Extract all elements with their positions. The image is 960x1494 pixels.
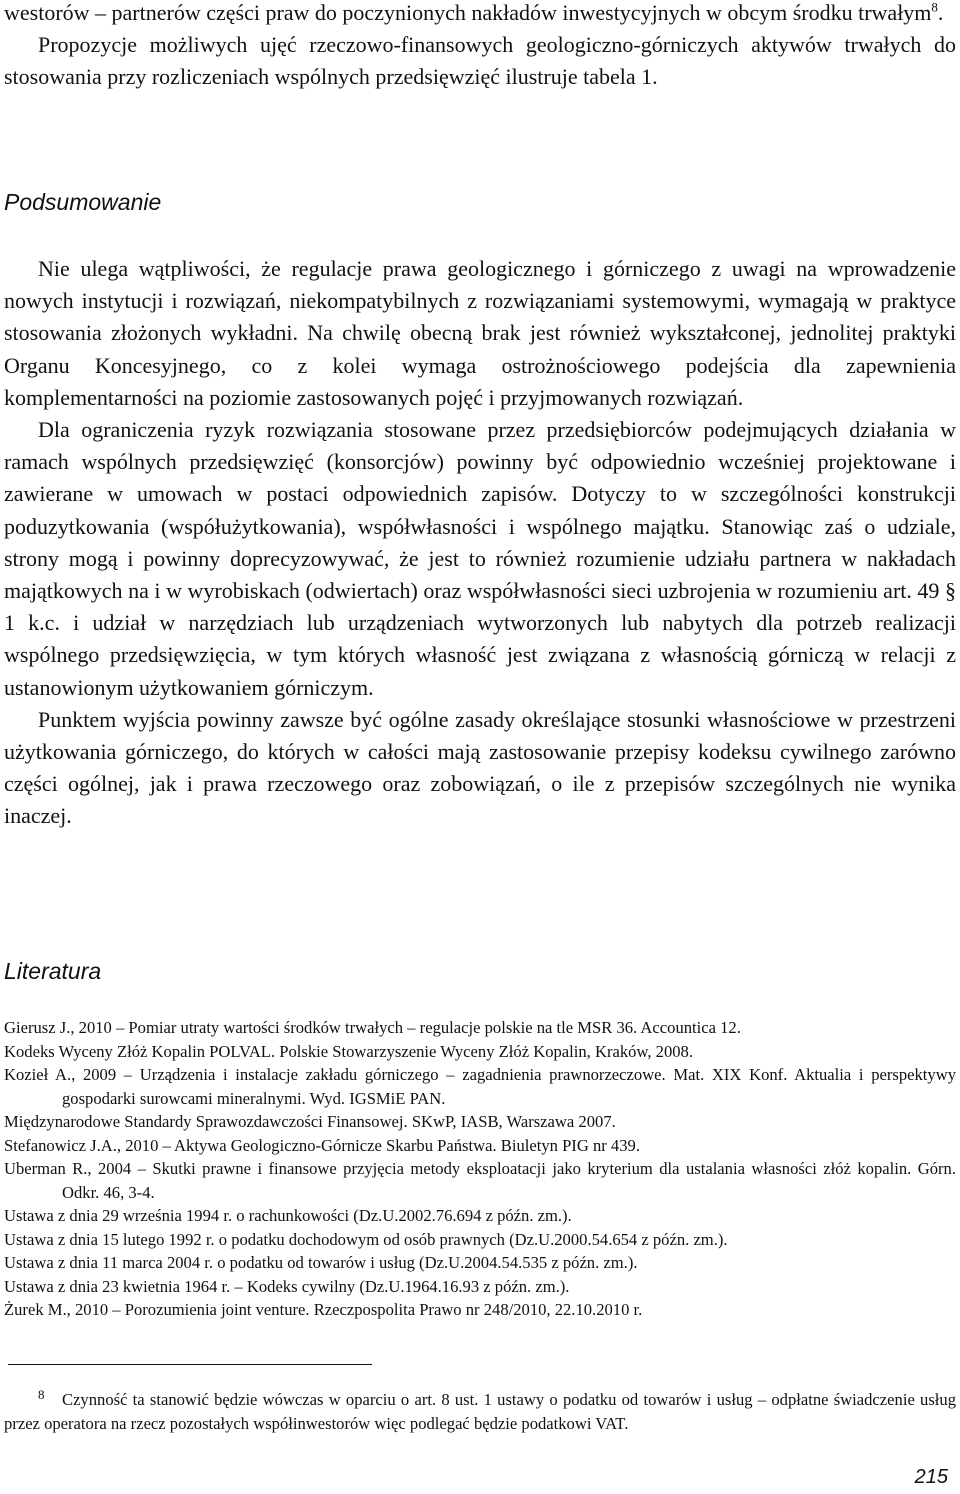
reference-item: Stefanowicz J.A., 2010 – Aktywa Geologiczno-Górnicze Skarbu Państwa. Biuletyn PIG nr 439.: [4, 1135, 640, 1155]
reference-item: Ustawa z dnia 29 września 1994 r. o rachunkowości (Dz.U.2002.76.694 z późn. zm.).: [4, 1206, 572, 1225]
reference-item: Uberman R., 2004 – Skutki prawne i finansowe przyjęcia metody eksploatacji jako kryterium dla ustalania własności złóż kopalin. Górn. Odkr. 46, 3-4.: [4, 1159, 956, 1202]
footnote-text: Czynność ta stanowić będzie wówczas w oparciu o art. 8 ust. 1 ustawy o podatku od towarów i usług – odpłatne świadczenie usług przez operatora na rzecz pozostałych współinwestorów więc podlegać będzie podatkowi VAT.: [4, 1390, 956, 1433]
summary-paragraph-2: Dla ograniczenia ryzyk rozwiązania stosowane przez przedsiębiorców podejmujących działania w ramach wspólnych przedsięwzięć (konsorcjów) powinny być odpowiednio wcześniej projektowane i zawierane w umowach w postaci odpowiednich zapisów. Dotyczy to w szczególności konstrukcji poduzytkowania (współużytkowania), współwłasności i wspólnego majątku. Stanowiąc zaś o udziale, strony mogą i powinny doprecyzowywać, że jest to również rozumienie udziału partnera w nakładach majątkowych na i w wyrobiskach (odwiertach) oraz współwłasności sieci uzbrojenia w rozumieniu art. 49 § 1 k.c. i udział w narzędziach lub urządzeniach wytworzonych lub nabytych dla potrzeb realizacji wspólnego przedsięwzięcia, w tym których własność jest związana z własnością górniczą w relacji z ustanowionym użytkowaniem górniczym.: [4, 417, 956, 700]
footnote-number: 8: [38, 1387, 45, 1402]
reference-list: [4, 1016, 956, 1322]
summary-paragraph-3: Punktem wyjścia powinny zawsze być ogólne zasady określające stosunki własnościowe w przestrzeni użytkowania górniczego, do których w całości mają zastosowanie przepisy kodeksu cywilnego zarówno części ogólnej, jak i prawa rzeczowego oraz zobowiązań, o ile z przepisów szczególnych nie wynika inaczej.: [4, 706, 956, 829]
reference-item: Kodeks Wyceny Złóż Kopalin POLVAL. Polskie Stowarzyszenie Wyceny Złóż Kopalin, Kraków, 2008.: [4, 1041, 693, 1061]
intro: [4, 0, 956, 94]
summary-body: [4, 253, 956, 833]
intro-paragraph-1: westorów – partnerów części praw do poczynionych nakładów inwestycyjnych w obcym środku trwałym$^8$.: [4, 0, 944, 25]
footnote: [4, 1383, 956, 1436]
section-heading-literature: Literatura: [4, 958, 102, 984]
section-heading-summary: Podsumowanie: [4, 189, 162, 215]
reference-item: Gierusz J., 2010 – Pomiar utraty wartości środków trwałych – regulacje polskie na tle MSR 36. Accountica 12.: [4, 1018, 741, 1037]
reference-item: Międzynarodowe Standardy Sprawozdawczości Finansowej. SKwP, IASB, Warszawa 2007.: [4, 1112, 616, 1131]
footnote-divider: [8, 1364, 372, 1365]
summary-paragraph-1: Nie ulega wątpliwości, że regulacje prawa geologicznego i górniczego z uwagi na wprowadzenie nowych instytucji i rozwiązań, niekompatybilnych z rozwiązaniami systemowymi, wymagają w praktyce stosowania złożonych wykładni. Na chwilę obecną brak jest również wykształconej, jednolitej praktyki Organu Koncesyjnego, co z kolei wymaga ostrożnościowego podejścia dla zapewnienia komplementarności na poziomie zastosowanych pojęć i przyjmowanych rozwiązań.: [4, 256, 956, 410]
footnote-ref[interactable]: 8: [931, 0, 938, 15]
reference-item: Ustawa z dnia 23 kwietnia 1964 r. – Kodeks cywilny (Dz.U.1964.16.93 z późn. zm.).: [4, 1276, 570, 1296]
reference-item: Kozieł A., 2009 – Urządzenia i instalacje zakładu górniczego – zagadnienia prawnorzeczowe. Mat. XIX Konf. Aktualia i perspektywy gospodarki surowcami mineralnymi. Wyd. IGSMiE PAN.: [4, 1065, 956, 1108]
reference-item: Ustawa z dnia 11 marca 2004 r. o podatku od towarów i usług (Dz.U.2004.54.535 z późn. zm.).: [4, 1253, 638, 1272]
page-number: 215: [914, 1466, 948, 1488]
reference-item: Ustawa z dnia 15 lutego 1992 r. o podatku dochodowym od osób prawnych (Dz.U.2000.54.654 z późn. zm.).: [4, 1229, 728, 1249]
intro-paragraph-2: Propozycje możliwych ujęć rzeczowo-finansowych geologiczno-górniczych aktywów trwałych do stosowania przy rozliczeniach wspólnych przedsięwzięć ilustruje tabela 1.: [4, 32, 956, 90]
reference-item: Żurek M., 2010 – Porozumienia joint venture. Rzeczpospolita Prawo nr 248/2010, 22.10.2010 r.: [4, 1300, 643, 1319]
